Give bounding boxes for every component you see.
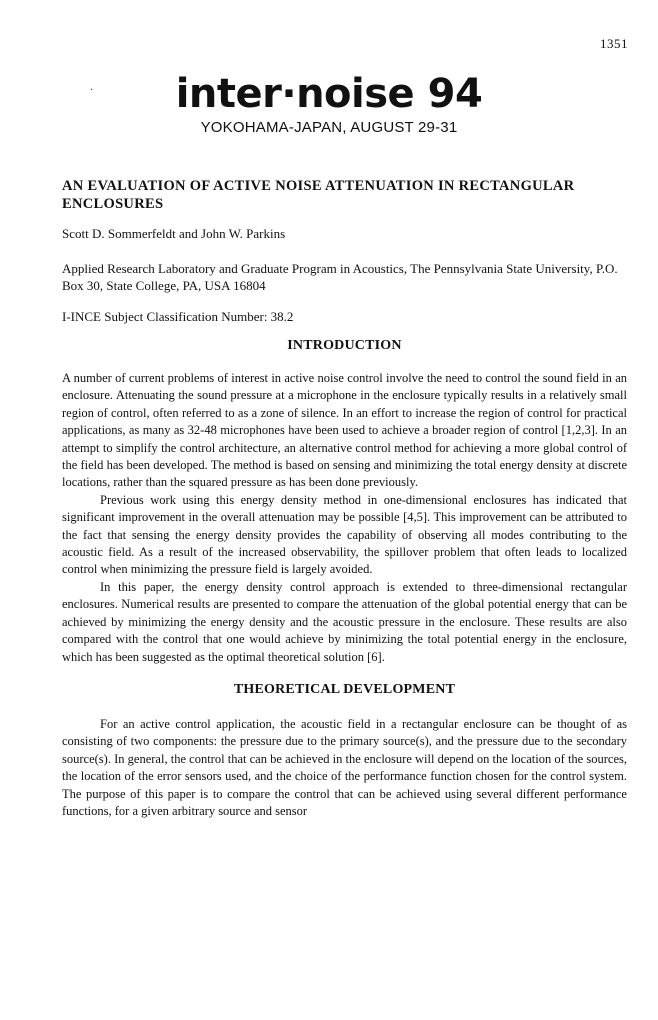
- page-number: 1351: [600, 36, 628, 51]
- paragraph: In this paper, the energy density control approach is extended to three-dimensional rectangular enclosures. Numerical results are presented to compare the attenuation of the global potential energy that can be achieved by minimizing the energy density and the acoustic pressure in the enclosure. These results are also compared with the control that one would achieve by minimizing the total potential energy in the enclosure, which has been suggested as the optimal theoretical solution [6].: [62, 579, 627, 664]
- stray-mark: ·: [90, 85, 94, 96]
- subject-classification: I-INCE Subject Classification Number: 38.2: [62, 309, 294, 324]
- section-heading: INTRODUCTION: [287, 338, 402, 353]
- conference-logo: inter·noise 94: [175, 71, 483, 117]
- paper-affiliation: Applied Research Laboratory and Graduate Program in Acoustics, The Pennsylvania State University, P.O. Box 30, State College, PA, USA 16804: [62, 261, 618, 293]
- paragraph: A number of current problems of interest in active noise control involve the need to control the sound field in an enclosure. Attenuating the sound pressure at a microphone in the enclosure typically results in a relatively small region of control, often referred to as a zone of silence. In an effort to increase the region of control for practical applications, as many as 32-48 microphones have been used to achieve a broader region of control [1,2,3]. In an attempt to simplify the control architecture, an alternative control method for achieving a more global control of the field has been developed. The method is based on sensing and minimizing the total energy density at discrete locations, rather than the squared pressure as has been done previously.: [62, 371, 627, 490]
- paragraph: Previous work using this energy density method in one-dimensional enclosures has indicated that significant improvement in the overall attenuation may be possible [4,5]. This improvement can be attributed to the fact that sensing the energy density provides the capability of observing all modes contributing to the acoustic field. As a result of the increased observability, the spillover problem that often leads to localized control when minimizing the pressure field is largely avoided.: [62, 492, 627, 577]
- paper-title: AN EVALUATION OF ACTIVE NOISE ATTENUATION IN RECTANGULAR ENCLOSURES: [62, 178, 575, 212]
- paper-body: [62, 177, 627, 820]
- paper-authors: Scott D. Sommerfeldt and John W. Parkins: [62, 226, 286, 241]
- section-theoretical-development: [62, 682, 627, 820]
- paragraph: For an active control application, the acoustic field in a rectangular enclosure can be thought of as consisting of two components: the pressure due to the primary source(s), and the pressure due to the secondary source(s). In general, the control that can be achieved in the enclosure will depend on the location of the sources, the location of the error sensors used, and the choice of the performance function chosen for the control system. The purpose of this paper is to compare the control that can be achieved using several different performance functions, for a given arbitrary source and sensor: [62, 716, 627, 818]
- section-introduction: [62, 338, 627, 666]
- section-heading: THEORETICAL DEVELOPMENT: [233, 681, 456, 697]
- conference-subtitle: YOKOHAMA-JAPAN, AUGUST 29-31: [200, 119, 458, 136]
